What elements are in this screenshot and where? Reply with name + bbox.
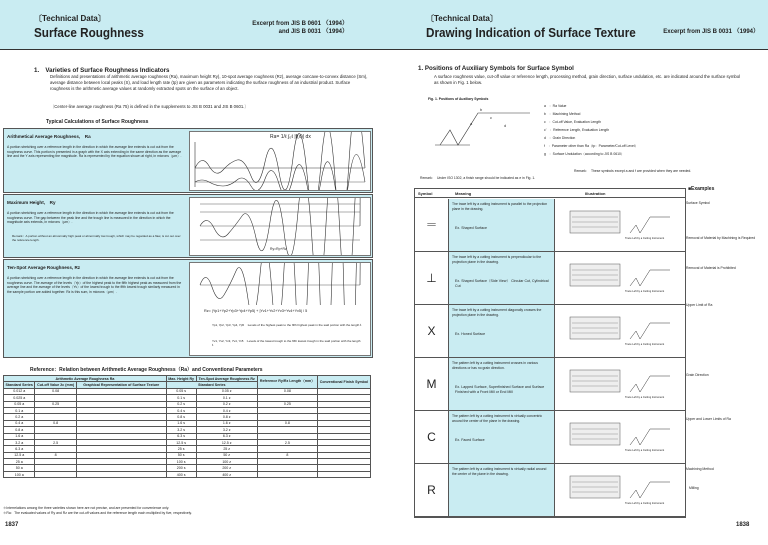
table-cell: 0.2 z (196, 401, 257, 407)
th-std2: Standard Series (166, 382, 257, 388)
table-cell: 6.3 s (166, 433, 196, 439)
legend-item: a ：Ra Value (544, 104, 567, 108)
table-cell: 25 z (196, 446, 257, 452)
left-page-number: 1837 (5, 522, 19, 528)
ra-formula: Ra= 1/ℓ ∫₀ℓ |f(x)| dx (270, 134, 311, 140)
rz-title: Ten-Spot Average Roughness, Rz (7, 265, 81, 270)
symbol-meaning-cell (449, 305, 555, 357)
table-cell: 1.6 z (196, 420, 257, 426)
th-symbol: Symbol (418, 191, 433, 196)
ra-text: A portion stretching over a reference length in the direction in which the average line extends is cut out from the roughness curve. This portion is presented in a graph with the X axis extending in the same direction as the average line and the Y axis representing the magnitude. Ra is represented by the equation shown at right, in microns（μm）. (7, 145, 182, 158)
left-title: Surface Roughness (34, 25, 144, 40)
table-cell: 0.05 a (4, 401, 35, 407)
table-cell: 200 s (166, 465, 196, 471)
symbol-glyph: C (415, 411, 449, 463)
table-cell: 12.5 z (196, 439, 257, 445)
table-cell: 12.5 s (166, 439, 196, 445)
svg-text:a: a (470, 121, 473, 126)
right-page (384, 0, 768, 545)
table-cell: 2.5 (257, 439, 317, 445)
ry-diagram (189, 197, 371, 256)
trace-label: Trace Left by a Cutting Instrument (625, 502, 665, 505)
table-cell: 0.2 s (166, 401, 196, 407)
table-cell (317, 471, 370, 477)
example-item: Machining Method (686, 467, 714, 471)
symbol-row (415, 199, 685, 252)
left-header (0, 0, 384, 50)
right-title: Drawing Indication of Surface Texture (426, 25, 636, 40)
symbol-meaning-cell (449, 358, 555, 410)
remark1: Remark： These symbols except a and f are provided when they are needed. (574, 169, 692, 173)
table-cell: 100 s (166, 459, 196, 465)
symbol-meaning-cell (449, 252, 555, 304)
symbol-table (414, 188, 686, 518)
example-item: Removal of Material by Machining is Required (686, 236, 756, 240)
symbol-meaning-cell (449, 464, 555, 516)
table-cell: 0.25 (257, 401, 317, 407)
table-cell: 0.08 (35, 388, 76, 394)
th-cut: Cut-off Value λc (mm) (35, 382, 76, 388)
table-cell: 2.5 (35, 439, 76, 445)
table-cell: 0.1 a (4, 407, 35, 413)
example-item: Upper Limit of Ra (686, 303, 713, 307)
th-ra: Arithmetic Average Roughness Ra (4, 376, 167, 382)
right-page-number: 1838 (736, 522, 750, 528)
symbol-glyph: ＝ (415, 199, 449, 251)
trace-label: Trace Left by a Cutting Instrument (625, 343, 665, 346)
symbol-glyph: R (415, 464, 449, 516)
example-item: Upper and Lower Limits of Ra (686, 417, 731, 421)
right-excerpt: Excerpt from JIS B 0031 （1994） (663, 29, 759, 35)
symbol-row (415, 358, 685, 411)
table-cell: 0.4 a (4, 420, 35, 426)
rz-diagram (189, 262, 371, 356)
symbol-meaning: The pattern left by a cutting instrument is virtually radial around the center of the plane in the drawing. (452, 467, 547, 476)
table-cell: 0.012 a (4, 388, 35, 394)
table-cell (76, 471, 166, 477)
table-cell (35, 471, 76, 477)
table-cell: 3.2 z (196, 427, 257, 433)
table-cell: 0.025 a (4, 395, 35, 401)
th-meaning: Meaning (455, 191, 472, 196)
rz-yv: Yv1, Yv2, Yv3, Yv4, Yv5 :Levels of the lowest trough to the fifth lowest trough in the said portion with the length ℓ. (212, 339, 361, 347)
symbol-meaning: The pattern left by a cutting instrument crosses in various directions or has no grain direction. (452, 361, 538, 370)
example-item: Milling (689, 486, 699, 490)
rz-wave-graph (190, 263, 370, 305)
ry-title: Maximum Height, Ry (7, 200, 56, 205)
table-cell: 1.6 s (166, 420, 196, 426)
table-cell: 3.2 a (4, 439, 35, 445)
table-row (4, 471, 371, 477)
table-cell: 400 s (166, 471, 196, 477)
remark2: Remark： Under ISO 1302, a finish range should be indicated as e in Fig. 1. (420, 176, 536, 180)
table-cell: 0.05 z (196, 388, 257, 394)
rz-box (3, 259, 373, 358)
table-cell: 25 s (166, 446, 196, 452)
table-cell: 0.25 (35, 401, 76, 407)
ra-title: Arithmetical Average Roughness, Ra (7, 134, 91, 139)
left-excerpt: Excerpt from JIS B 0601 （1994） and JIS B 0031 （1994） (252, 21, 348, 35)
right-section-title: 1. Positions of Auxiliary Symbols for Surface Symbol (418, 65, 574, 72)
right-intro: A surface roughness value, cut-off value or reference length, processing method, grain direction, surface undulation, etc. are indicated around the surface symbol as shown in Fig. 1 below. (434, 74, 741, 85)
trace-label: Trace Left by a Cutting Instrument (625, 449, 665, 452)
table-cell: 3.2 s (166, 427, 196, 433)
table-cell: 8 (35, 452, 76, 458)
table-cell: 50 a (4, 465, 35, 471)
th-illustration: Illustration (585, 191, 606, 196)
symbol-meaning: The trace left by a cutting instrument diagonally crosses the projection plane in the drawing. (452, 308, 542, 317)
left-tag: 〔Technical Data〕 (34, 14, 106, 23)
left-intro2: 〔Center-line average roughness (Ra 75) is defined in the supplements to JIS B 0031 and JIS B 0601.〕 (50, 104, 249, 109)
rz-yp: Yp1, Yp2, Yp3, Yp4, Yp5 :Levels of the highest peak to the fifth highest peak in the said portion with the length ℓ. (212, 323, 362, 327)
table-cell: 12.5 a (4, 452, 35, 458)
table-cell: 25 a (4, 459, 35, 465)
table-cell: 0.4 z (196, 407, 257, 413)
table-cell: 0.8 z (196, 414, 257, 420)
legend-item: d ：Grain Direction (544, 136, 576, 140)
th-graph: Graphical Representation of Surface Texture (76, 382, 166, 388)
table-cell: 1.6 a (4, 433, 35, 439)
typical-title: Typical Calculations of Surface Roughness (46, 119, 149, 125)
fig-caption: Fig. 1. Positions of Auxiliary Symbols (428, 97, 489, 101)
svg-text:d: d (504, 123, 507, 128)
ra-box (3, 128, 373, 193)
example-item: Removal of Material is Prohibited (686, 266, 736, 270)
symbol-meaning: The trace left by a cutting instrument is parallel to the projection plane in the drawing. (452, 202, 548, 211)
symbol-row (415, 464, 685, 517)
example-item: Surface Symbol (686, 201, 710, 205)
right-tag: 〔Technical Data〕 (426, 14, 498, 23)
table-cell: 0.2 a (4, 414, 35, 420)
table-cell: 200 z (196, 465, 257, 471)
legend-item: b ：Machining Method (544, 112, 581, 116)
th-conv: Conventional Finish Symbol (317, 376, 370, 389)
table-cell: 0.8 (35, 420, 76, 426)
symbol-glyph: M (415, 358, 449, 410)
symbol-meaning: The pattern left by a cutting instrument is virtually concentric around the center of the plane in the drawing. (452, 414, 543, 423)
reference-table (3, 375, 371, 478)
symbol-example: Ex. Lapped Surface, Superfinished Surface and Surface Finished with a Front Mill or End Mill (455, 385, 545, 394)
table-cell: 0.08 (257, 388, 317, 394)
note2: ＊Ra：The evaluated values of Ry and Rz are the cut-off values and the reference length each multiplied by five, respectively. (3, 511, 192, 515)
symbol-meaning: The trace left by a cutting instrument is perpendicular to the projection plane in the drawing. (452, 255, 542, 264)
table-cell: 0.1 s (166, 395, 196, 401)
ra-diagram (189, 131, 371, 191)
ry-remark: Remark：A portion without an abnormally high peak or abnormally low trough, which may be regarded as a flaw, is cut out over the reference length. (12, 234, 181, 242)
reference-table-body (4, 388, 371, 477)
legend-item: g ：Surface Undulation（according to JIS B 0610） (544, 152, 625, 156)
table-cell: 6.3 z (196, 433, 257, 439)
symbol-row (415, 252, 685, 305)
table-cell: 8 (257, 452, 317, 458)
th-rz: Ten-Spot Average Roughness Rz (196, 376, 257, 382)
table-cell: 0.1 z (196, 395, 257, 401)
table-cell: 50 z (196, 452, 257, 458)
symbol-example: Ex. Shaped Surface（Side View） Circular Cut, Cylindrical Cut (455, 279, 549, 288)
svg-text:b: b (480, 107, 483, 112)
symbol-glyph: ⊥ (415, 252, 449, 304)
ry-formula: Ry=Rp+Rv (270, 247, 287, 251)
table-cell: 400 z (196, 471, 257, 477)
examples-title: ■Examples (688, 186, 715, 192)
table-cell: 0.05 s (166, 388, 196, 394)
symbol-row (415, 411, 685, 464)
table-cell: 0.4 s (166, 407, 196, 413)
trace-label: Trace Left by a Cutting Instrument (625, 396, 665, 399)
symbol-glyph: X (415, 305, 449, 357)
table-cell: 6.3 a (4, 446, 35, 452)
table-cell: 0.8 s (166, 414, 196, 420)
th-ry: Max. Height Ry (166, 376, 196, 382)
note1: ＊Interrelations among the three varieties shown here are not precise, and are presented for convenience only. (3, 506, 170, 510)
symbol-example: Ex. Faced Surface (455, 438, 485, 442)
fig1-diagram (430, 105, 540, 160)
trace-label: Trace Left by a Cutting Instrument (625, 290, 665, 293)
legend-item: f ：Parameter other than Ra（tp：Parameter/Cut-off Level） (544, 144, 638, 148)
left-intro: Definitions and presentations of arithmetic average roughness (Ra), maximum height Ry), 10-spot average roughness (Rz), average concave-to-convex distance (Sm), average distance between local peaks (S), and load length rate (tp) are given as parameters indicating the surface roughness of an industrial product. Surface roughness is the arithmetic average values at randomly extracted spots on the surface of an object. (50, 74, 368, 91)
ry-box (3, 194, 373, 258)
rz-text: A portion stretching over a reference length in the direction in which the average line extends is cut out from the roughness curve. The average of the levels（Yp）of the highest peak to the fifth highest peak as measured from the average line and the average of the levels（Yv）of the lowest trough to the fifth lowest trough similarly measured in the sample portion are added together. Rz is this sum, in microns（μm）. (7, 276, 182, 294)
legend-item: c' ：Reference Length, Evaluation Length (544, 128, 610, 132)
legend-item: c ：Cut-off Value, Evaluation Length (544, 120, 601, 124)
ry-text: A portion stretching over a reference length in the direction in which the average line extends is cut out from the roughness curve. The gap between the peak line and the trough line is measured in the direction in which the magnitude axis extends, in microns（μm）. (7, 211, 174, 224)
ref-title: Reference：Relation between Arithmetic Average Roughness（Ra）and Conventional Parameters (30, 367, 263, 373)
right-header (384, 0, 768, 50)
symbol-example: Ex. Honed Surface (455, 332, 486, 336)
symbol-table-header (415, 189, 685, 198)
th-std: Standard Series (4, 382, 35, 388)
table-cell: 0.8 a (4, 427, 35, 433)
symbol-meaning-cell (449, 199, 555, 251)
symbol-example: Ex. Shaped Surface (455, 226, 487, 230)
symbol-meaning-cell (449, 411, 555, 463)
table-cell: 50 s (166, 452, 196, 458)
left-section-title: 1. Varieties of Surface Roughness Indicators (34, 67, 170, 74)
example-item: Grain Direction (686, 373, 709, 377)
svg-text:c: c (490, 115, 492, 120)
ra-wave-graph (190, 132, 370, 190)
symbol-row (415, 305, 685, 358)
table-cell (257, 471, 317, 477)
th-ref: Reference Ry/Rz Length（mm） (257, 376, 317, 389)
table-cell: 100 z (196, 459, 257, 465)
table-cell: 100 a (4, 471, 35, 477)
table-cell: 0.8 (257, 420, 317, 426)
rz-formula: Rz= |Yp1+Yp2+Yp3+Yp4+Yp5| + |Yv1+Yv2+Yv3+Yv4+Yv5| / 5 (204, 309, 308, 313)
trace-label: Trace Left by a Cutting Instrument (625, 237, 665, 240)
